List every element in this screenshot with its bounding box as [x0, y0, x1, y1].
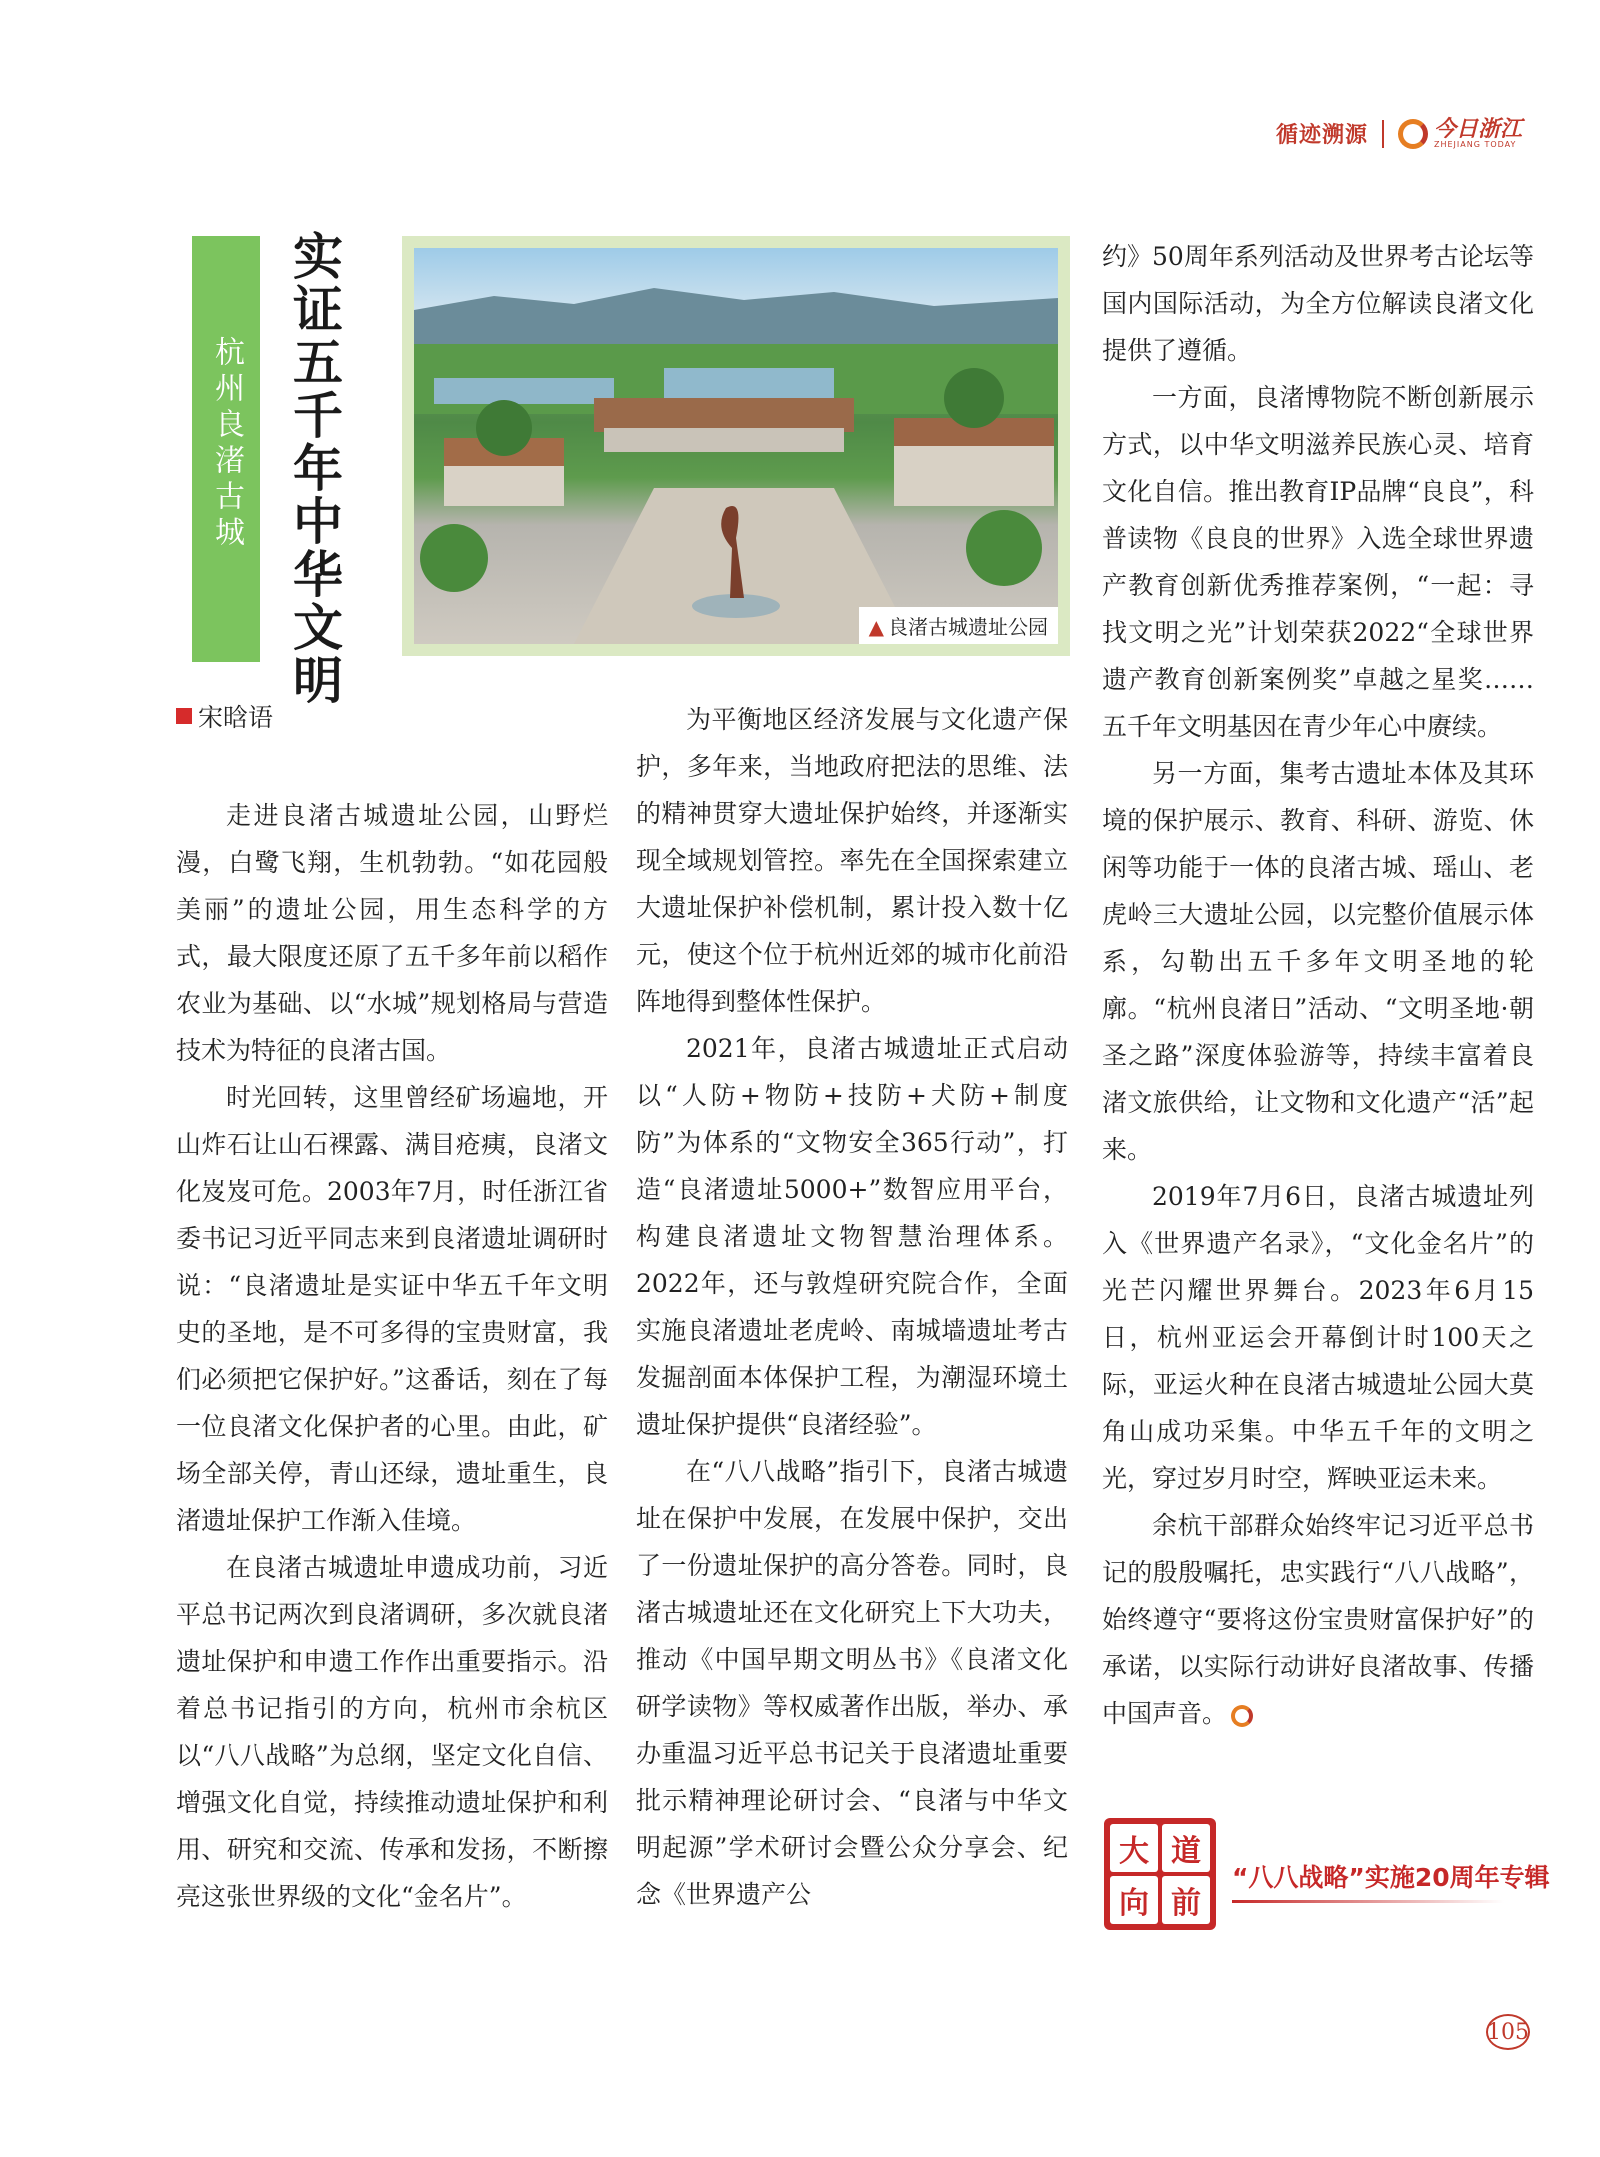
swirl-logo-icon [1398, 119, 1428, 149]
feature-label: “八八战略”实施20周年专辑 [1232, 1863, 1550, 1892]
page-number: 105 [1486, 2014, 1530, 2050]
logo-english: ZHEJIANG TODAY [1433, 139, 1517, 149]
park-photo-illustration [414, 248, 1058, 644]
photo-caption [859, 607, 1058, 644]
paragraph-continued: 约》50周年系列活动及世界考古论坛等国内国际活动，为全方位解读良渚文化提供了遵循。 [1102, 242, 1534, 365]
article-subtitle: 杭州良渚古城 [209, 336, 244, 552]
photo-caption-text: 良渚古城遗址公园 [888, 615, 1048, 639]
triangle-marker-icon: ▲ [868, 615, 884, 639]
stamp-char: 向 [1110, 1876, 1158, 1924]
page-header [1276, 118, 1522, 149]
paragraph: 在“八八战略”指引下，良渚古城遗址在保护中发展，在发展中保护，交出了一份遗址保护的高分答卷。同时，良渚古城遗址还在文化研究上下大功夫，推动《中国早期文明丛书》《良渚文化研学读物》等权威著作出版，举办、承办重温习近平总书记关于良渚遗址重要批示精神理论研讨会、“良渚与中华文明起源”学术研讨会暨公众分享会、纪念《世界遗产公 [636, 1457, 1068, 1909]
final-paragraph-text: 余杭干部群众始终牢记习近平总书记的殷殷嘱托，忠实践行“八八战略”，始终遵守“要将这份宝贵财富保护好”的承诺，以实际行动讲好良渚故事、传播中国声音。 [1102, 1511, 1534, 1728]
paragraph-final [1102, 1502, 1534, 1737]
column-1 [176, 792, 608, 1920]
paragraph: 2019年7月6日，良渚古城遗址列入《世界遗产名录》，“文化金名片”的光芒闪耀世界舞台。2023年6月15日，杭州亚运会开幕倒计时100天之际，亚运火种在良渚古城遗址公园大莫角山成功采集。中华五千年的文明之光，穿过岁月时空，辉映亚运未来。 [1102, 1182, 1534, 1493]
paragraph: 走进良渚古城遗址公园，山野烂漫，白鹭飞翔，生机勃勃。“如花园般美丽”的遗址公园，用生态科学的方式，最大限度还原了五千多年前以稻作农业为基础、以“水城”规划格局与营造技术为特征的良渚古国。 [176, 801, 608, 1065]
paragraph: 一方面，良渚博物院不断创新展示方式，以中华文明滋养民族心灵、培育文化自信。推出教育IP品牌“良良”，科普读物《良良的世界》入选全球世界遗产教育创新优秀推荐案例，“一起：寻找文明之光”计划荣获2022“全球世界遗产教育创新案例奖”卓越之星奖……五千年文明基因在青少年心中赓续。 [1102, 383, 1534, 741]
paragraph: 时光回转，这里曾经矿场遍地，开山炸石让山石裸露、满目疮痍，良渚文化岌岌可危。2003年7月，时任浙江省委书记习近平同志来到良渚遗址调研时说：“良渚遗址是实证中华五千年文明史的圣地，是不可多得的宝贵财富，我们必须把它保护好。”这番话，刻在了每一位良渚文化保护者的心里。由此，矿场全部关停，青山还绿，遗址重生，良渚遗址保护工作渐入佳境。 [176, 1083, 608, 1535]
author-line [176, 698, 273, 734]
paragraph: 2021年，良渚古城遗址正式启动以“人防+物防+技防+犬防+制度防”为体系的“文物安全365行动”，打造“良渚遗址5000+”数智应用平台，构建良渚遗址文物智慧治理体系。2022年，还与敦煌研究院合作，全面实施良渚遗址老虎岭、南城墙遗址考古发掘剖面本体保护工程，为潮湿环境土遗址保护提供“良渚经验”。 [636, 1034, 1068, 1439]
subtitle-bar [192, 236, 260, 662]
article-title: 实证五千年中华文明 [285, 230, 343, 707]
section-label: 循迹溯源 [1275, 123, 1368, 148]
red-square-icon [176, 708, 192, 724]
feature-underline [1232, 1900, 1504, 1903]
column-2 [636, 696, 1068, 1918]
author-name: 宋晗语 [198, 703, 274, 732]
publication-logo [1398, 116, 1522, 149]
paragraph: 在良渚古城遗址申遗成功前，习近平总书记两次到良渚调研，多次就良渚遗址保护和申遗工作作出重要指示。沿着总书记指引的方向，杭州市余杭区以“八八战略”为总纲，坚定文化自信、增强文化自觉，持续推动遗址保护和利用、研究和交流、传承和发扬，不断擦亮这张世界级的文化“金名片”。 [176, 1553, 608, 1911]
seal-stamp [1104, 1818, 1216, 1930]
park-photo [414, 248, 1058, 644]
column-3 [1102, 233, 1534, 1737]
stamp-char: 前 [1162, 1876, 1210, 1924]
stamp-char: 大 [1110, 1824, 1158, 1872]
header-divider [1382, 120, 1384, 148]
paragraph: 为平衡地区经济发展与文化遗产保护，多年来，当地政府把法的思维、法的精神贯穿大遗址保护始终，并逐渐实现全域规划管控。率先在全国探索建立大遗址保护补偿机制，累计投入数十亿元，使这个位于杭州近郊的城市化前沿阵地得到整体性保护。 [636, 705, 1068, 1016]
logo-chinese: 今日浙江 [1433, 116, 1522, 142]
photo-frame [402, 236, 1070, 656]
logo-text [1433, 116, 1522, 149]
paragraph: 另一方面，集考古遗址本体及其环境的保护展示、教育、科研、游览、休闲等功能于一体的良渚古城、瑶山、老虎岭三大遗址公园，以完整价值展示体系，勾勒出五千多年文明圣地的轮廓。“杭州良渚日”活动、“文明圣地·朝圣之路”深度体验游等，持续丰富着良渚文旅供给，让文物和文化遗产“活”起来。 [1102, 759, 1534, 1164]
end-logo-icon [1231, 1705, 1253, 1727]
stamp-char: 道 [1162, 1824, 1210, 1872]
